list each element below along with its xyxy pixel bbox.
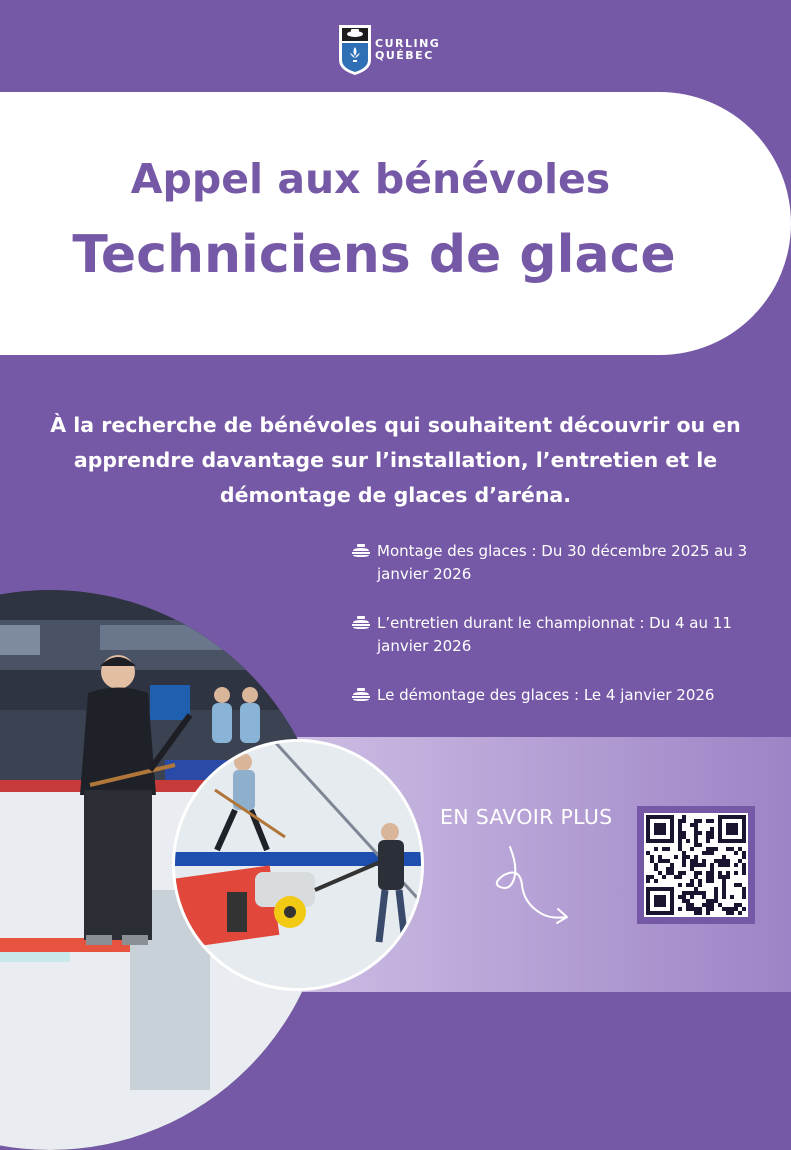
logo-line-2: QUÉBEC bbox=[375, 49, 434, 62]
fleur-de-lis-shield-icon bbox=[338, 24, 372, 76]
logo-line-1: CURLING bbox=[375, 37, 441, 50]
schedule-item-entretien bbox=[352, 612, 762, 658]
page-title-line-1: Appel aux bénévoles bbox=[130, 155, 611, 203]
curling-stone-icon bbox=[352, 688, 370, 702]
title-banner bbox=[0, 92, 791, 355]
schedule-item-text: Montage des glaces : Du 30 décembre 2025 au 3 janvier 2026 bbox=[377, 542, 748, 583]
curly-arrow-icon bbox=[492, 845, 576, 925]
curling-quebec-logo bbox=[338, 24, 458, 80]
qr-code-graphic bbox=[637, 806, 755, 924]
ice-resurfacing-photo bbox=[172, 739, 424, 991]
intro-paragraph: À la recherche de bénévoles qui souhaitent découvrir ou en apprendre davantage sur l’installation, l’entretien et le démontage de glaces d’aréna. bbox=[50, 413, 741, 507]
learn-more-label: EN SAVOIR PLUS bbox=[440, 805, 613, 829]
ice-work-illustration bbox=[175, 742, 421, 988]
schedule-list bbox=[352, 540, 762, 733]
schedule-item-montage bbox=[352, 540, 762, 586]
schedule-item-demontage bbox=[352, 684, 762, 707]
schedule-item-text: Le démontage des glaces : Le 4 janvier 2026 bbox=[377, 686, 715, 704]
page-title-line-2: Techniciens de glace bbox=[72, 225, 676, 285]
schedule-item-text: L’entretien durant le championnat : Du 4 au 11 janvier 2026 bbox=[377, 614, 732, 655]
qr-code-icon[interactable] bbox=[637, 806, 755, 924]
curling-stone-icon bbox=[352, 616, 370, 630]
curling-stone-icon bbox=[352, 544, 370, 558]
